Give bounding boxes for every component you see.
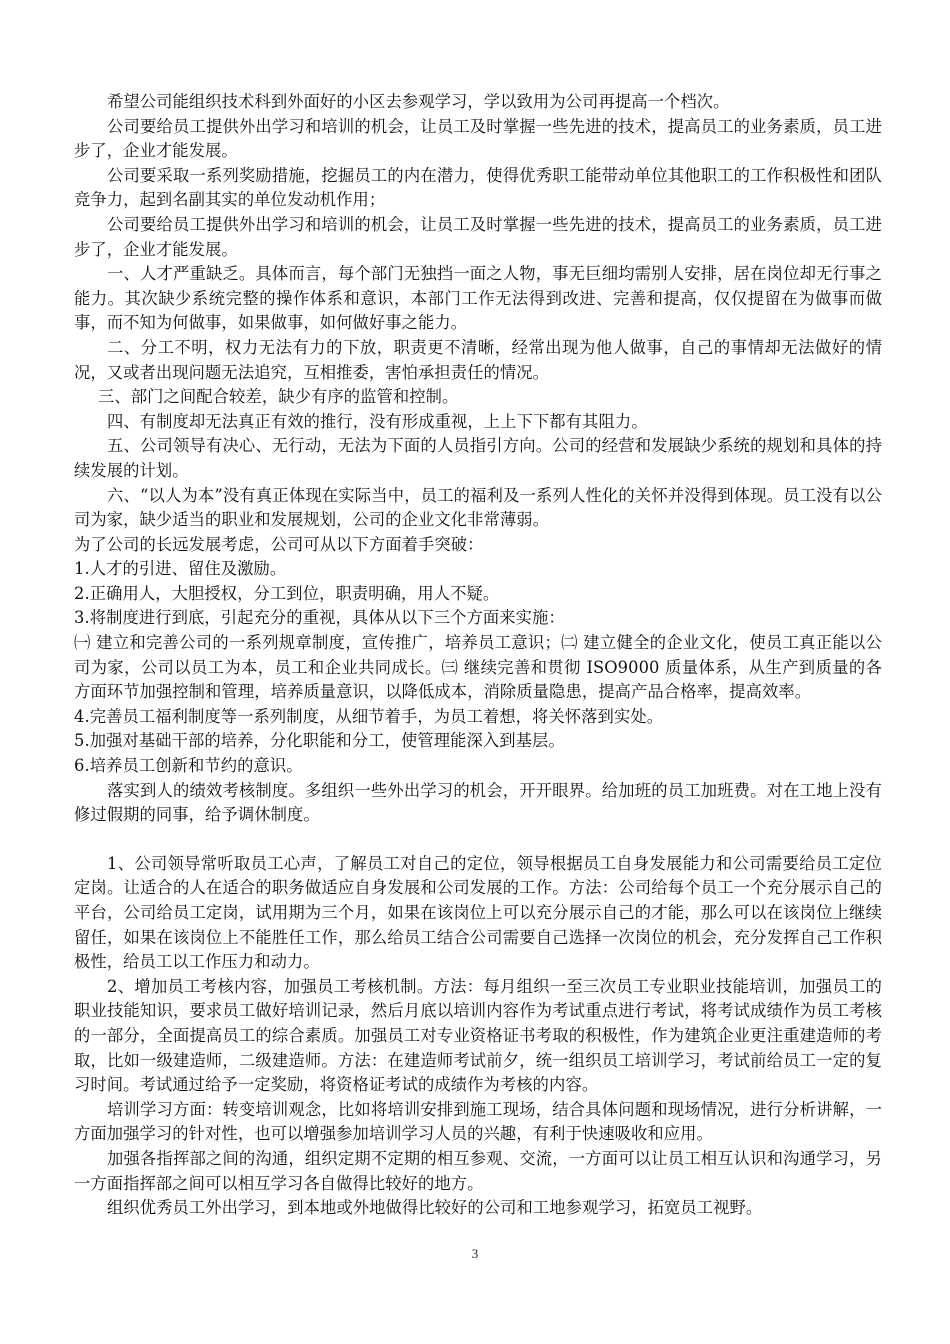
list-item: 6.培养员工创新和节约的意识。 xyxy=(74,756,303,776)
paragraph: 培训学习方面：转变培训观念，比如将培训安排到施工现场，结合具体问题和现场情况，进行分析讲解，一方面加强学习的针对性，也可以增强参加培训学习人员的兴趣，有利于快速吸收和应用。 xyxy=(74,1099,882,1144)
paragraph: 公司要采取一系列奖励措施，挖掘员工的内在潜力，使得优秀职工能带动单位其他职工的工作积极性和团队竞争力，起到名副其实的单位发动机作用； xyxy=(74,165,882,210)
list-item: 5.加强对基础干部的培养，分化职能和分工，使管理能深入到基层。 xyxy=(74,731,565,751)
list-subitems: ㈠ 建立和完善公司的一系列规章制度，宣传推广，培养员工意识；㈡ 建立健全的企业文化，使员工真正能以公司为家，公司以员工为本，员工和企业共同成长。㈢ 继续完善和贯彻 ISO9000 质量体系，从生产到质量的各方面环节加强控制和管理，培养质量意识，以降低成本，消除质量隐患，提高产品合格率，提高效率。 xyxy=(74,633,882,702)
list-intro: 为了公司的长远发展考虑，公司可从以下方面着手突破： xyxy=(74,534,484,554)
paragraph: 公司要给员工提供外出学习和培训的机会，让员工及时掌握一些先进的技术，提高员工的业务素质，员工进步了，企业才能发展。 xyxy=(74,214,882,259)
list-item: 2.正确用人，大胆授权，分工到位，职责明确，用人不疑。 xyxy=(74,583,500,603)
list-item: 1.人才的引进、留住及激励。 xyxy=(74,559,287,579)
paragraph: 2、增加员工考核内容，加强员工考核机制。方法：每月组织一至三次员工专业职业技能培训，加强员工的职业技能知识，要求员工做好培训记录，然后月底以培训内容作为考试重点进行考试，将考试成绩作为员工考核的一部分，全面提高员工的综合素质。加强员工对专业资格证书考取的积极性，作为建筑企业更注重建造师的考取，比如一级建造师，二级建造师。方法：在建造师考试前夕，统一组织员工培训学习，考试前给员工一定的复习时间。考试通过给予一定奖励，将资格证考试的成绩作为考核的内容。 xyxy=(74,976,882,1095)
paragraph: 三、部门之间配合较差，缺少有序的监管和控制。 xyxy=(98,387,459,407)
paragraph: 1、公司领导常听取员工心声，了解员工对自己的定位，领导根据员工自身发展能力和公司需要给员工定位定岗。让适合的人在适合的职务做适应自身发展和公司发展的工作。方法：公司给每个员工一个充分展示自己的平台，公司给员工定岗，试用期为三个月，如果在该岗位上可以充分展示自己的才能，那么可以在该岗位上继续留任，如果在该岗位上不能胜任工作，那么给员工结合公司需要自己选择一次岗位的机会，充分发挥自己工作积极性，给员工以工作压力和动力。 xyxy=(74,853,882,972)
paragraph: 加强各指挥部之间的沟通，组织定期不定期的相互参观、交流，一方面可以让员工相互认识和沟通学习，另一方面指挥部之间可以相互学习各自做得比较好的地方。 xyxy=(74,1148,882,1193)
paragraph: 组织优秀员工外出学习，到本地或外地做得比较好的公司和工地参观学习，拓宽员工视野。 xyxy=(107,1198,763,1218)
paragraph-gap xyxy=(74,828,882,852)
paragraph: 一、人才严重缺乏。具体而言，每个部门无独挡一面之人物，事无巨细均需别人安排，居在岗位却无行事之能力。其次缺少系统完整的操作体系和意识，本部门工作无法得到改进、完善和提高，仅仅提留在为做事而做事，而不知为何做事，如果做事，如何做好事之能力。 xyxy=(74,264,882,333)
paragraph: 六、“以人为本”没有真正体现在实际当中，员工的福利及一系列人性化的关怀并没得到体现。员工没有以公司为家，缺少适当的职业和发展规划，公司的企业文化非常薄弱。 xyxy=(74,485,882,530)
paragraph: 五、公司领导有决心、无行动，无法为下面的人员指引方向。公司的经营和发展缺少系统的规划和具体的持续发展的计划。 xyxy=(74,436,882,480)
paragraph: 希望公司能组织技术科到外面好的小区去参观学习，学以致用为公司再提高一个档次。 xyxy=(107,92,730,111)
paragraph: 落实到人的绩效考核制度。多组织一些外出学习的机会，开开眼界。给加班的员工加班费。对在工地上没有修过假期的同事，给予调休制度。 xyxy=(74,780,882,825)
paragraph: 二、分工不明，权力无法有力的下放，职责更不清晰，经常出现为他人做事，自己的事情却无法做好的情况，又或者出现问题无法追究，互相推委，害怕承担责任的情况。 xyxy=(74,337,882,382)
paragraph: 公司要给员工提供外出学习和培训的机会，让员工及时掌握一些先进的技术，提高员工的业务素质，员工进步了，企业才能发展。 xyxy=(74,116,882,161)
list-item: 4.完善员工福利制度等一系列制度，从细节着手，为员工着想，将关怀落到实处。 xyxy=(74,706,664,726)
list-item: 3.将制度进行到底，引起充分的重视，具体从以下三个方面来实施： xyxy=(74,608,565,628)
page-number: 3 xyxy=(471,1246,479,1261)
paragraph: 四、有制度却无法真正有效的推行，没有形成重视，上上下下都有其阻力。 xyxy=(107,411,648,431)
